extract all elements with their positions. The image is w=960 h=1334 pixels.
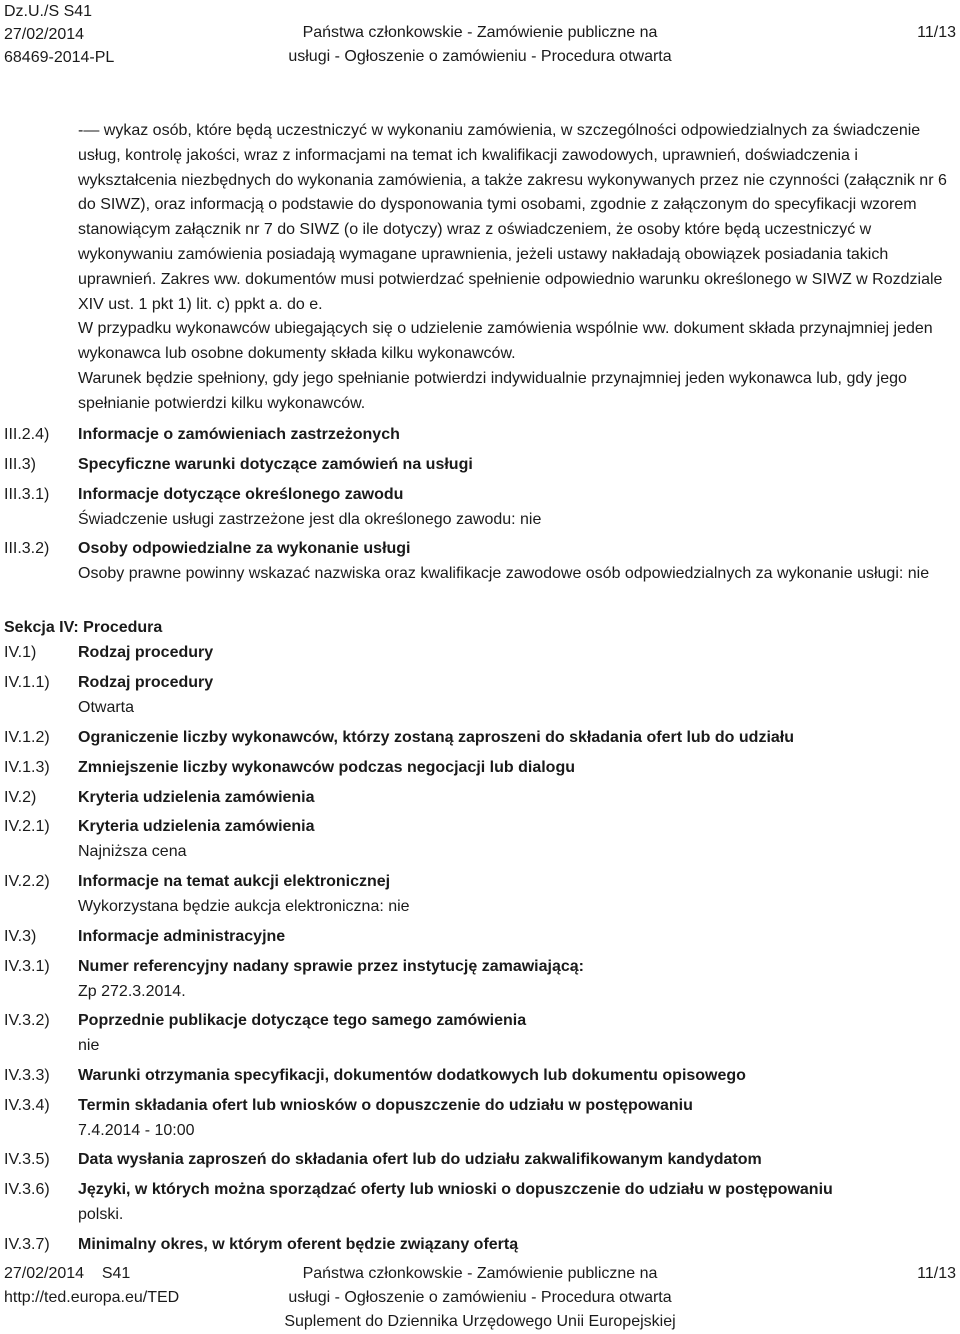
section-value: Zp 272.3.2014.	[78, 982, 186, 1000]
intro-paragraph-2: W przypadku wykonawców ubiegających się o udzielenie zamówienia wspólnie ww. dokument składa przynajmniej jeden wykonawca lub osobne dokumenty składa kilku wykonawców.	[78, 320, 933, 363]
section-number: III.3.2)	[4, 540, 50, 557]
section-title: Numer referencyjny nadany sprawie przez instytucję zamawiającą:	[78, 958, 584, 975]
section-iv-3-6	[4, 1178, 956, 1228]
section-number: IV.3.4)	[4, 1097, 50, 1114]
section-value: Osoby prawne powinny wskazać nazwiska oraz kwalifikacje zawodowe osób odpowiedzialnych za wykonanie usługi: nie	[78, 564, 930, 582]
header-left	[4, 0, 114, 69]
section-title: Warunki otrzymania specyfikacji, dokumentów dodatkowych lub dokumentu opisowego	[78, 1067, 746, 1084]
section-iv-1	[4, 641, 956, 666]
section-iv-2	[4, 786, 956, 811]
section-number: IV.1.3)	[4, 759, 50, 776]
section-title: Minimalny okres, w którym oferent będzie związany ofertą	[78, 1236, 519, 1253]
section-iv-1-1	[4, 671, 956, 721]
section-number: IV.2.1)	[4, 818, 50, 835]
header-title-line1: Państwa członkowskie - Zamówienie publiczne na	[302, 24, 658, 41]
document-id: 68469-2014-PL	[4, 49, 115, 66]
footer-url: http://ted.europa.eu/TED	[4, 1289, 180, 1306]
footer-date-series: 27/02/2014 S41	[4, 1265, 131, 1282]
section-number: IV.3)	[4, 928, 37, 945]
section-number: IV.1.1)	[4, 674, 50, 691]
page-header	[0, 0, 960, 72]
section-title: Informacje dotyczące określonego zawodu	[78, 486, 404, 503]
section-number: IV.1.2)	[4, 729, 50, 746]
section-title: Kryteria udzielenia zamówienia	[78, 789, 315, 806]
section-iv-2-1	[4, 815, 956, 865]
section-value: 7.4.2014 - 10:00	[78, 1121, 195, 1139]
section-title: Kryteria udzielenia zamówienia	[78, 818, 315, 835]
section-value: Świadczenie usługi zastrzeżone jest dla określonego zawodu: nie	[78, 510, 542, 528]
footer-page-number: 11/13	[917, 1265, 956, 1282]
journal-ref: Dz.U./S S41	[4, 3, 93, 20]
section-title: Termin składania ofert lub wniosków o dopuszczenie do udziału w postępowaniu	[78, 1097, 693, 1114]
section-number: IV.3.2)	[4, 1012, 50, 1029]
section-value: nie	[78, 1036, 100, 1054]
section-iv-1-2	[4, 726, 956, 751]
footer-title-line2: usługi - Ogłoszenie o zamówieniu - Procedura otwarta	[288, 1289, 672, 1306]
section-iv-3-4	[4, 1094, 956, 1144]
section-iv-3-1	[4, 955, 956, 1005]
section-value: Otwarta	[78, 698, 135, 716]
section-title: Informacje administracyjne	[78, 928, 286, 945]
section-number: III.3)	[4, 456, 37, 473]
section-number: III.3.1)	[4, 486, 50, 503]
section-number: IV.1)	[4, 644, 37, 661]
section-title: Rodzaj procedury	[78, 644, 214, 661]
section-number: IV.2)	[4, 789, 37, 806]
section-number: IV.3.1)	[4, 958, 50, 975]
section-number: III.2.4)	[4, 426, 50, 443]
section-number: IV.2.2)	[4, 873, 50, 890]
page-footer	[0, 1262, 960, 1334]
section-title: Zmniejszenie liczby wykonawców podczas negocjacji lub dialogu	[78, 759, 575, 776]
intro-paragraph-3: Warunek będzie spełniony, gdy jego spełnianie potwierdzi indywidualnie przynajmniej jeden wykonawca lub, gdy jego spełnianie potwierdzi kilku wykonawców.	[78, 369, 907, 412]
header-center	[250, 21, 710, 69]
section-iv-3-3	[4, 1064, 956, 1089]
section-title: Ograniczenie liczby wykonawców, którzy zostaną zaproszeni do składania ofert lub do udziału	[78, 729, 794, 746]
section-title: Specyficzne warunki dotyczące zamówień na usługi	[78, 456, 473, 473]
section-iv-3-7	[4, 1233, 956, 1258]
section-iii-2-4	[4, 423, 956, 448]
section-title: Poprzednie publikacje dotyczące tego samego zamówienia	[78, 1012, 527, 1029]
section-iii-3	[4, 453, 956, 478]
header-title-line2: usługi - Ogłoszenie o zamówieniu - Procedura otwarta	[288, 48, 672, 65]
section-iv-caption: Sekcja IV: Procedura	[4, 619, 163, 636]
section-iii-3-1	[4, 483, 956, 533]
footer-title-line1: Państwa członkowskie - Zamówienie publiczne na	[302, 1265, 658, 1282]
section-number: IV.3.3)	[4, 1067, 50, 1084]
section-number: IV.3.5)	[4, 1151, 50, 1168]
header-page-number: 11/13	[917, 24, 956, 41]
section-value: Najniższa cena	[78, 842, 187, 860]
publication-date: 27/02/2014	[4, 26, 85, 43]
section-title: Informacje o zamówieniach zastrzeżonych	[78, 426, 400, 443]
section-title: Rodzaj procedury	[78, 674, 214, 691]
section-number: IV.3.6)	[4, 1181, 50, 1198]
section-iv-3-5	[4, 1148, 956, 1173]
footer-center	[250, 1262, 710, 1334]
section-number: IV.3.7)	[4, 1236, 50, 1253]
intro-text	[78, 119, 956, 417]
section-iii-3-2	[4, 537, 956, 587]
section-title: Data wysłania zaproszeń do składania ofert lub do udziału zakwalifikowanym kandydatom	[78, 1151, 762, 1168]
section-title: Osoby odpowiedzialne za wykonanie usługi	[78, 540, 411, 557]
section-value: polski.	[78, 1205, 124, 1223]
section-iv-3	[4, 925, 956, 950]
section-iv-1-3	[4, 756, 956, 781]
section-title: Informacje na temat aukcji elektronicznej	[78, 873, 391, 890]
footer-left	[4, 1262, 179, 1310]
section-iv-2-2	[4, 870, 956, 920]
intro-paragraph-1: -— wykaz osób, które będą uczestniczyć w wykonaniu zamówienia, w szczególności odpowiedzialnych za świadczenie usług, kontrolę jakości, wraz z informacjami na temat ich kwalifikacji zawodowych, uprawnień, doświadczenia i wykształcenia niezbędnych do wykonania zamówienia, a także zakresu wykonywanych przez nie czynności (załącznik nr 6 do SIWZ), oraz informacją o podstawie do dysponowania tymi osobami, zgodnie z załączonym do specyfikacji wzorem stanowiącym załącznik nr 7 do SIWZ (o ile dotyczy) wraz z oświadczeniem, że osoby które będą uczestniczyć w wykonywaniu zamówienia posiadają wymagane uprawnienia, jeżeli ustawy nakładają obowiązek posiadania takich uprawnień. Zakres ww. dokumentów musi potwierdzać spełnienie odpowiednio warunku określonego w SIWZ w Rozdziale XIV ust. 1 pkt 1) lit. c) ppkt a. do e.	[78, 122, 947, 313]
section-value: Wykorzystana będzie aukcja elektroniczna: nie	[78, 897, 410, 915]
section-title: Języki, w których można sporządzać oferty lub wnioski o dopuszczenie do udziału w postępowaniu	[78, 1181, 833, 1198]
footer-supplement: Suplement do Dziennika Urzędowego Unii Europejskiej	[284, 1313, 676, 1330]
section-iv-3-2	[4, 1009, 956, 1059]
